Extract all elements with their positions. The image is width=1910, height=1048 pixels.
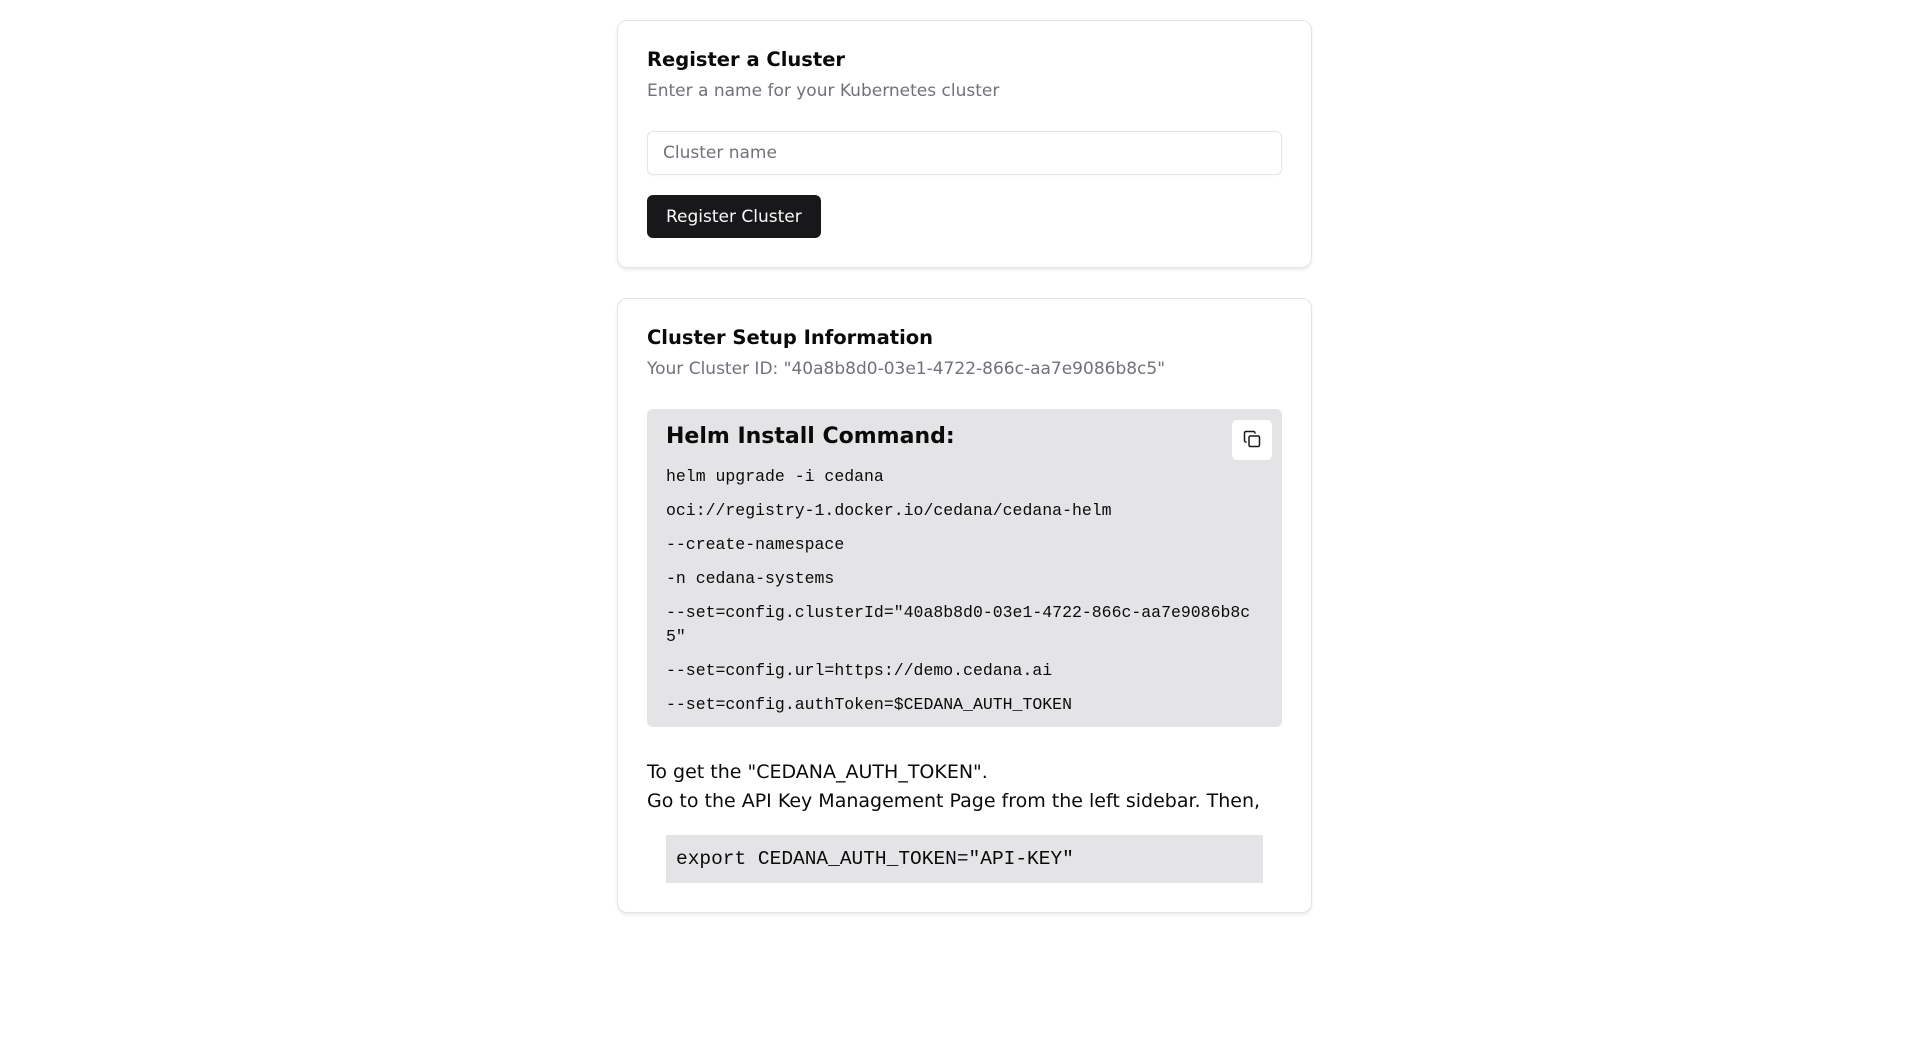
command-line: --set=config.authToken=$CEDANA_AUTH_TOKEN	[666, 695, 1072, 714]
command-line: --set=config.url=https://demo.cedana.ai	[666, 661, 1053, 680]
note-line: To get the "CEDANA_AUTH_TOKEN".	[647, 761, 988, 783]
cluster-id-text: Your Cluster ID: "40a8b8d0-03e1-4722-866c-aa7e9086b8c5"	[647, 359, 1166, 379]
cluster-name-input[interactable]	[647, 131, 1282, 175]
copy-icon	[1243, 430, 1261, 451]
command-line: --create-namespace	[666, 535, 845, 554]
command-line: -n cedana-systems	[666, 569, 835, 588]
export-command-block	[666, 835, 1263, 883]
export-command: export CEDANA_AUTH_TOKEN="API-KEY"	[676, 848, 1074, 870]
cluster-setup-card	[617, 298, 1312, 913]
helm-command-title: Helm Install Command:	[666, 424, 955, 449]
card-title: Register a Cluster	[647, 48, 846, 71]
auth-token-note	[647, 758, 1282, 816]
card-title: Cluster Setup Information	[647, 326, 934, 349]
command-line: helm upgrade -i cedana	[666, 467, 884, 486]
command-line: --set=config.clusterId="40a8b8d0-03e1-4722-866c-aa7e9086b8c5"	[666, 603, 1251, 646]
card-description: Enter a name for your Kubernetes cluster	[647, 81, 1000, 101]
note-line: Go to the API Key Management Page from the left sidebar. Then,	[647, 790, 1261, 812]
helm-command-block	[647, 409, 1282, 727]
register-cluster-card	[617, 20, 1312, 268]
page-content	[617, 20, 1312, 943]
copy-command-button[interactable]	[1232, 420, 1272, 460]
command-line: oci://registry-1.docker.io/cedana/cedana-helm	[666, 501, 1112, 520]
register-cluster-button[interactable]: Register Cluster	[647, 195, 821, 238]
